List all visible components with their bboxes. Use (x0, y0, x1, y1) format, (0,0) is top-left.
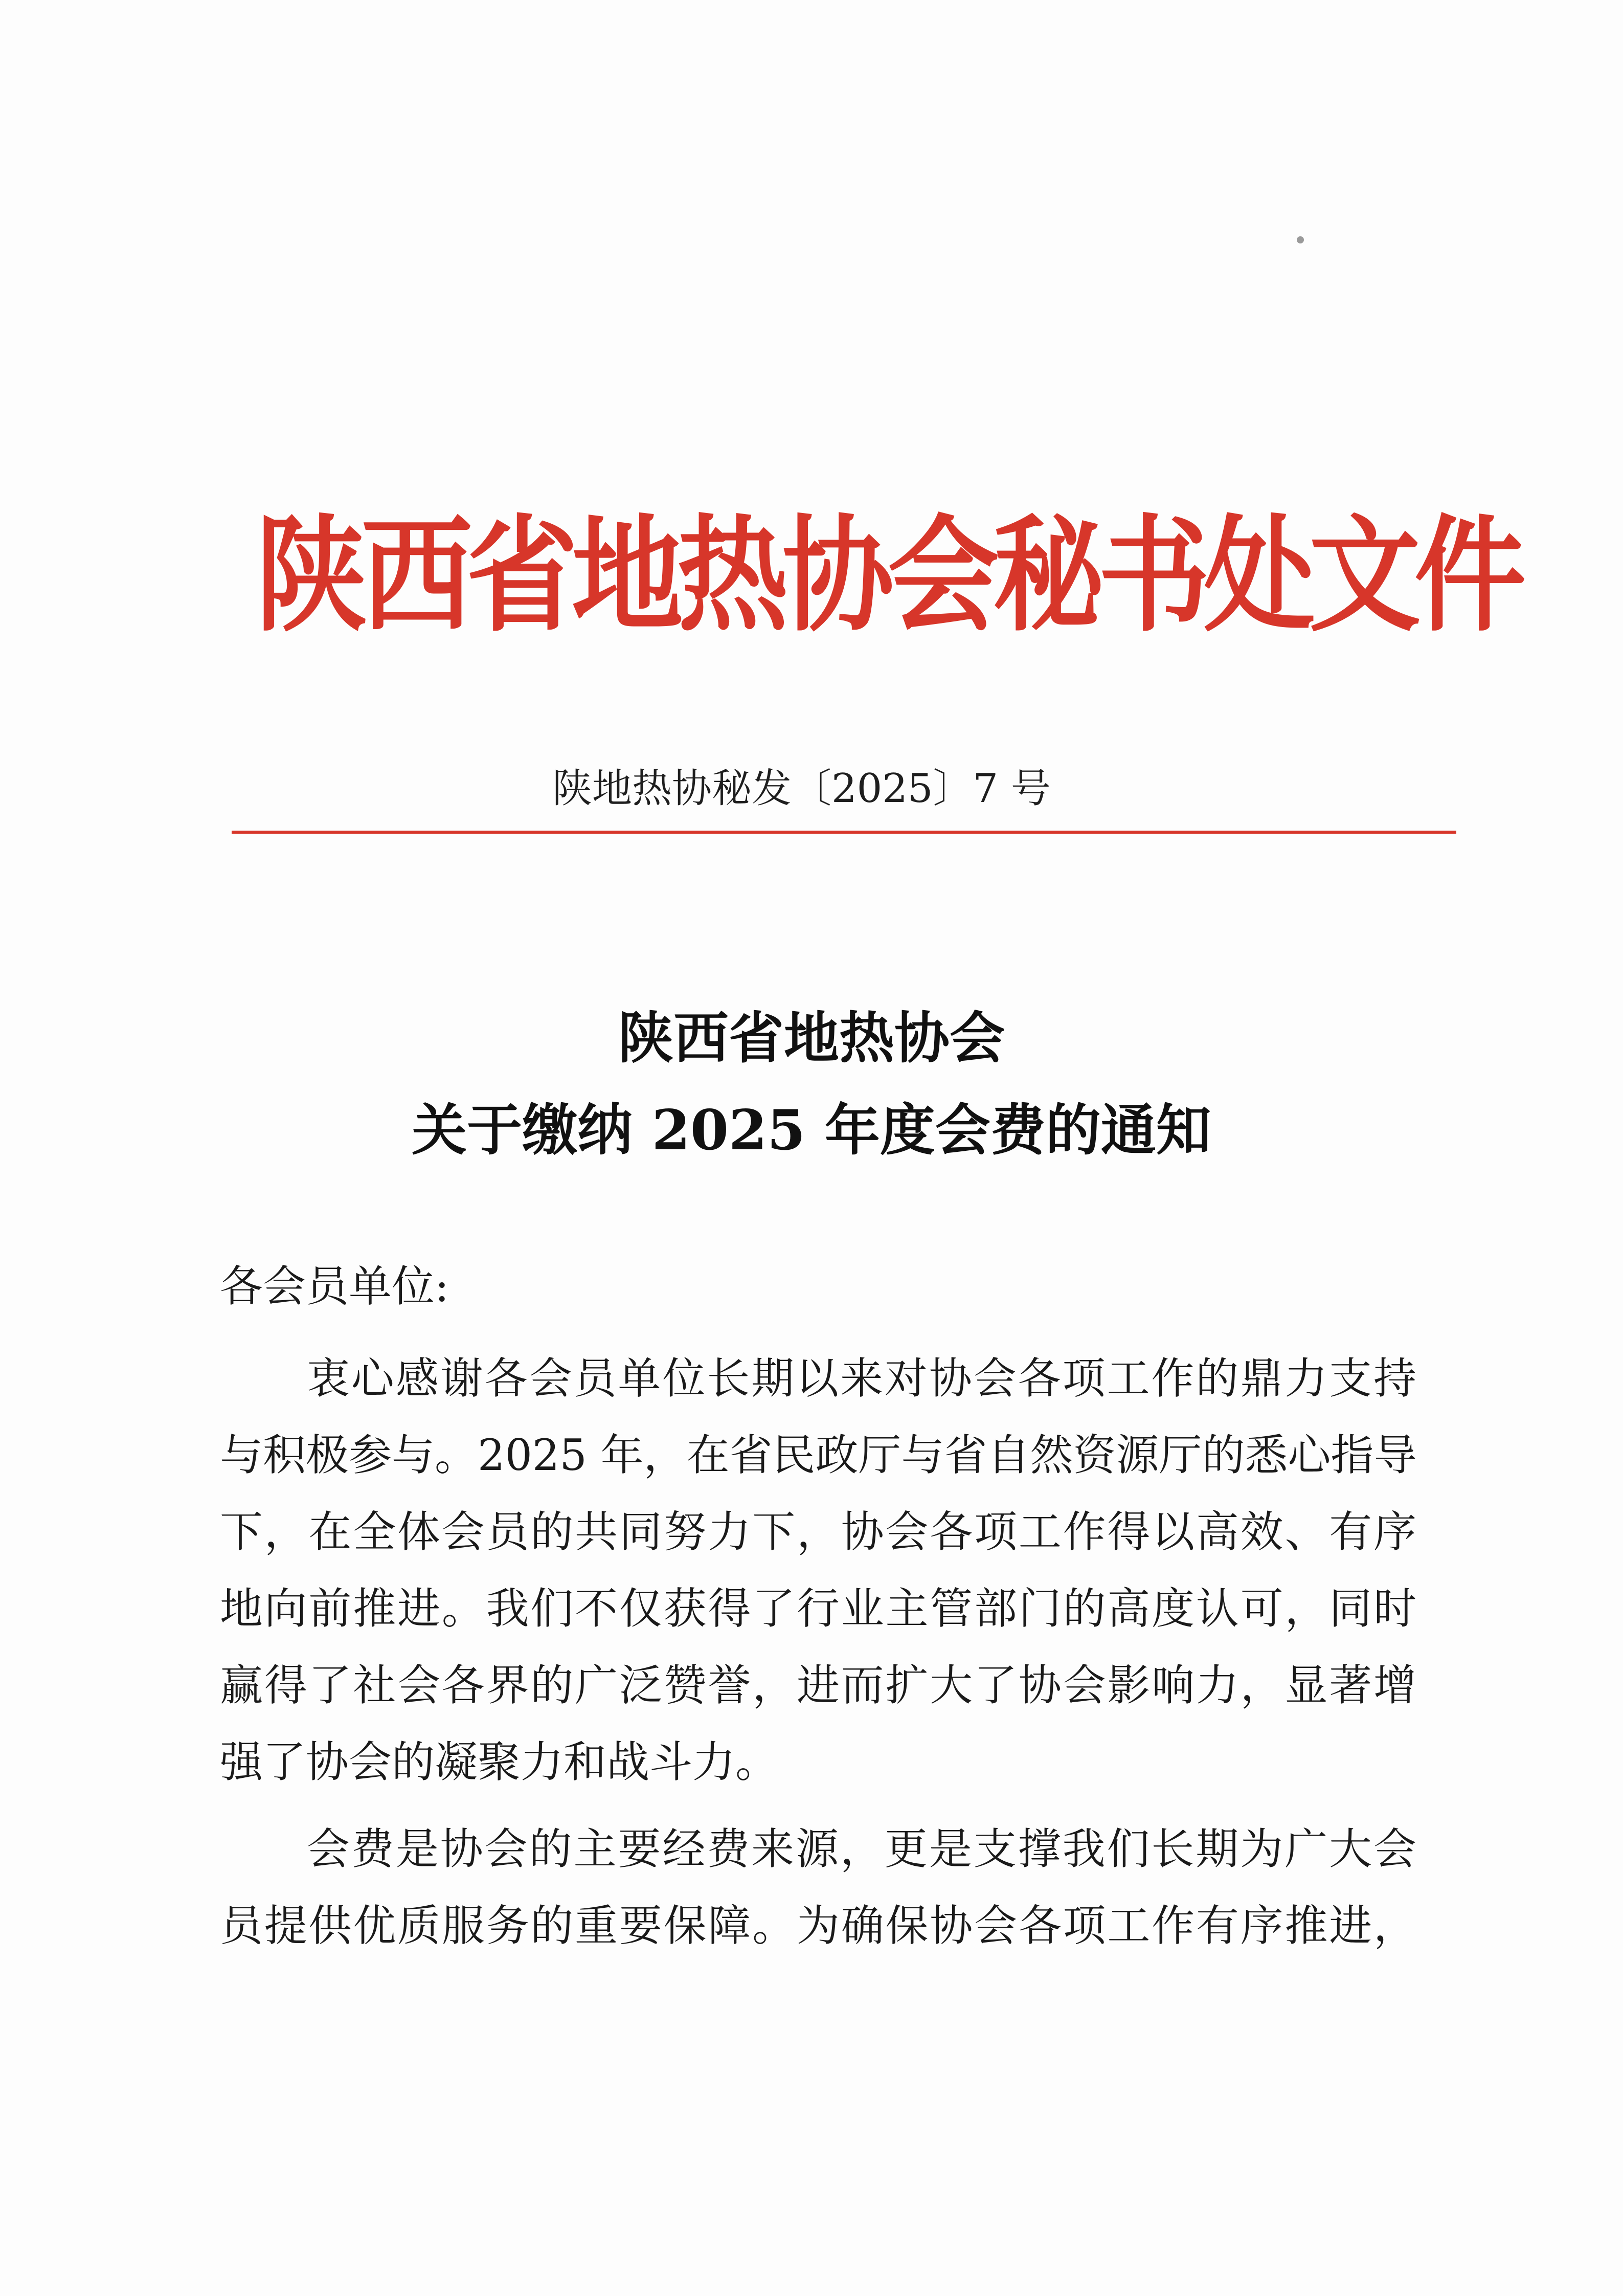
paragraph-1-line-3: 下，在全体会员的共同努力下，协会各项工作得以高效、有序 (220, 1507, 1416, 1557)
paragraph-1-line-1: 衷心感谢各会员单位长期以来对协会各项工作的鼎力支持 (307, 1353, 1416, 1403)
header-org-title: 陕西省地热协会秘书处文件 (256, 502, 1520, 649)
notice-title-line-1: 陕西省地热协会 (618, 1006, 1005, 1071)
notice-title-line-2: 关于缴纳 2025 年度会费的通知 (412, 1098, 1211, 1163)
paragraph-1-line-2: 与积极参与。2025 年，在省民政厅与省自然资源厅的悉心指导 (220, 1430, 1417, 1480)
paragraph-1-line-5: 赢得了社会各界的广泛赞誉，进而扩大了协会影响力，显著增 (220, 1660, 1416, 1710)
header-red-divider (232, 831, 1456, 834)
salutation: 各会员单位: (220, 1261, 449, 1311)
paragraph-1-line-4: 地向前推进。我们不仅获得了行业主管部门的高度认可，同时 (220, 1584, 1416, 1634)
paragraph-1-line-6: 强了协会的凝聚力和战斗力。 (220, 1737, 779, 1787)
notice-title (205, 992, 1418, 1176)
paragraph-2-line-1: 会费是协会的主要经费来源，更是支撑我们长期为广大会 (307, 1824, 1416, 1874)
paragraph-2-line-2: 员提供优质服务的重要保障。为确保协会各项工作有序推进， (220, 1901, 1416, 1951)
document-number: 陕地热协秘发〔2025〕7 号 (552, 766, 1051, 812)
scan-speck (1297, 236, 1304, 243)
